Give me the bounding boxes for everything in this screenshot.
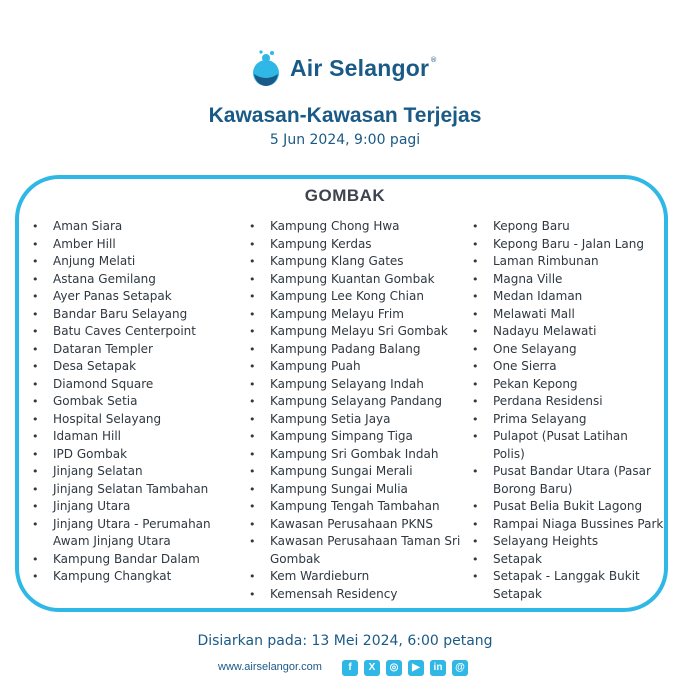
area-list-column-2 bbox=[270, 218, 460, 603]
list-item: • Diamond Square bbox=[53, 376, 211, 394]
list-item: • Hospital Selayang bbox=[53, 411, 211, 429]
region-heading: GOMBAK bbox=[304, 186, 386, 205]
list-item: • One Sierra bbox=[493, 358, 663, 376]
list-item: • Jinjang Utara bbox=[53, 498, 211, 516]
list-item: • Pekan Kepong bbox=[493, 376, 663, 394]
list-item: • Jinjang Selatan Tambahan bbox=[53, 481, 211, 499]
page-subtitle: 5 Jun 2024, 9:00 pagi bbox=[269, 132, 421, 148]
list-item: • Perdana Residensi bbox=[493, 393, 663, 411]
list-item: • Kampung Simpang Tiga bbox=[270, 428, 460, 446]
list-item: • Kampung Kerdas bbox=[270, 236, 460, 254]
list-item: • Kepong Baru bbox=[493, 218, 663, 236]
list-item: • Kampung Tengah Tambahan bbox=[270, 498, 460, 516]
list-item: • Astana Gemilang bbox=[53, 271, 211, 289]
list-item: • Bandar Baru Selayang bbox=[53, 306, 211, 324]
list-item: • Amber Hill bbox=[53, 236, 211, 254]
list-item: • Kampung Sungai Merali bbox=[270, 463, 460, 481]
list-item: • Jinjang Selatan bbox=[53, 463, 211, 481]
list-item: • Kampung Changkat bbox=[53, 568, 211, 586]
website-link[interactable]: www.airselangor.com bbox=[218, 661, 322, 673]
list-item: • Dataran Templer bbox=[53, 341, 211, 359]
area-list-column-3 bbox=[493, 218, 663, 603]
list-item: • Kawasan Perusahaan Taman Sri bbox=[270, 533, 460, 551]
list-item: • Setapak - Langgak Bukit bbox=[493, 568, 663, 586]
list-item: • Kepong Baru - Jalan Lang bbox=[493, 236, 663, 254]
list-item: • Pulapot (Pusat Latihan bbox=[493, 428, 663, 446]
area-list-column-1 bbox=[53, 218, 211, 586]
list-item: • Nadayu Melawati bbox=[493, 323, 663, 341]
list-item: • Magna Ville bbox=[493, 271, 663, 289]
water-drop-logo-icon bbox=[246, 48, 286, 88]
registered-mark: ® bbox=[430, 56, 438, 64]
list-item: • Kampung Selayang Pandang bbox=[270, 393, 460, 411]
list-item: • Kawasan Perusahaan PKNS bbox=[270, 516, 460, 534]
threads-icon[interactable]: @ bbox=[452, 660, 468, 676]
list-item: • Kampung Setia Jaya bbox=[270, 411, 460, 429]
list-item: • Kampung Melayu Frim bbox=[270, 306, 460, 324]
list-item: • Kampung Klang Gates bbox=[270, 253, 460, 271]
list-item-continuation: Borong Baru) bbox=[493, 481, 573, 496]
list-item: • Idaman Hill bbox=[53, 428, 211, 446]
list-item: • Jinjang Utara - Perumahan bbox=[53, 516, 211, 534]
list-item: • Medan Idaman bbox=[493, 288, 663, 306]
youtube-icon[interactable]: ▶ bbox=[408, 660, 424, 676]
social-links bbox=[342, 660, 468, 676]
list-item: • Pusat Belia Bukit Lagong bbox=[493, 498, 663, 516]
list-item: • Kampung Sungai Mulia bbox=[270, 481, 460, 499]
list-item: • Rampai Niaga Bussines Park bbox=[493, 516, 663, 534]
air-selangor-logo[interactable] bbox=[246, 48, 437, 88]
instagram-icon[interactable]: ◎ bbox=[386, 660, 402, 676]
list-item: • Kampung Sri Gombak Indah bbox=[270, 446, 460, 464]
list-item: • Kampung Selayang Indah bbox=[270, 376, 460, 394]
list-item: • Setapak bbox=[493, 551, 663, 569]
list-item: • Kem Wardieburn bbox=[270, 568, 460, 586]
brand-name: Air Selangor bbox=[290, 54, 430, 81]
list-item: • Kampung Melayu Sri Gombak bbox=[270, 323, 460, 341]
list-item: • Kampung Padang Balang bbox=[270, 341, 460, 359]
list-item: • Anjung Melati bbox=[53, 253, 211, 271]
list-item: • Kemensah Residency bbox=[270, 586, 460, 604]
list-item: • Selayang Heights bbox=[493, 533, 663, 551]
x-icon[interactable]: X bbox=[364, 660, 380, 676]
list-item-continuation: Polis) bbox=[493, 446, 525, 461]
list-item: • Kampung Kuantan Gombak bbox=[270, 271, 460, 289]
list-item: • Ayer Panas Setapak bbox=[53, 288, 211, 306]
linkedin-icon[interactable]: in bbox=[430, 660, 446, 676]
list-item-continuation: Gombak bbox=[270, 551, 321, 566]
list-item: • Kampung Puah bbox=[270, 358, 460, 376]
facebook-icon[interactable]: f bbox=[342, 660, 358, 676]
list-item: • Kampung Lee Kong Chian bbox=[270, 288, 460, 306]
list-item-continuation: Awam Jinjang Utara bbox=[53, 534, 171, 548]
announcement-date: Disiarkan pada: 13 Mei 2024, 6:00 petang bbox=[197, 633, 493, 649]
page-title: Kawasan-Kawasan Terjejas bbox=[208, 104, 482, 127]
list-item: • One Selayang bbox=[493, 341, 663, 359]
list-item: • Desa Setapak bbox=[53, 358, 211, 376]
list-item: • Batu Caves Centerpoint bbox=[53, 323, 211, 341]
list-item: • Aman Siara bbox=[53, 218, 211, 236]
list-item: • Kampung Chong Hwa bbox=[270, 218, 460, 236]
list-item: • Pusat Bandar Utara (Pasar bbox=[493, 463, 663, 481]
list-item: • Melawati Mall bbox=[493, 306, 663, 324]
list-item-continuation: Setapak bbox=[493, 586, 542, 601]
list-item: • Gombak Setia bbox=[53, 393, 211, 411]
list-item: • IPD Gombak bbox=[53, 446, 211, 464]
list-item: • Laman Rimbunan bbox=[493, 253, 663, 271]
list-item: • Kampung Bandar Dalam bbox=[53, 551, 211, 569]
list-item: • Prima Selayang bbox=[493, 411, 663, 429]
